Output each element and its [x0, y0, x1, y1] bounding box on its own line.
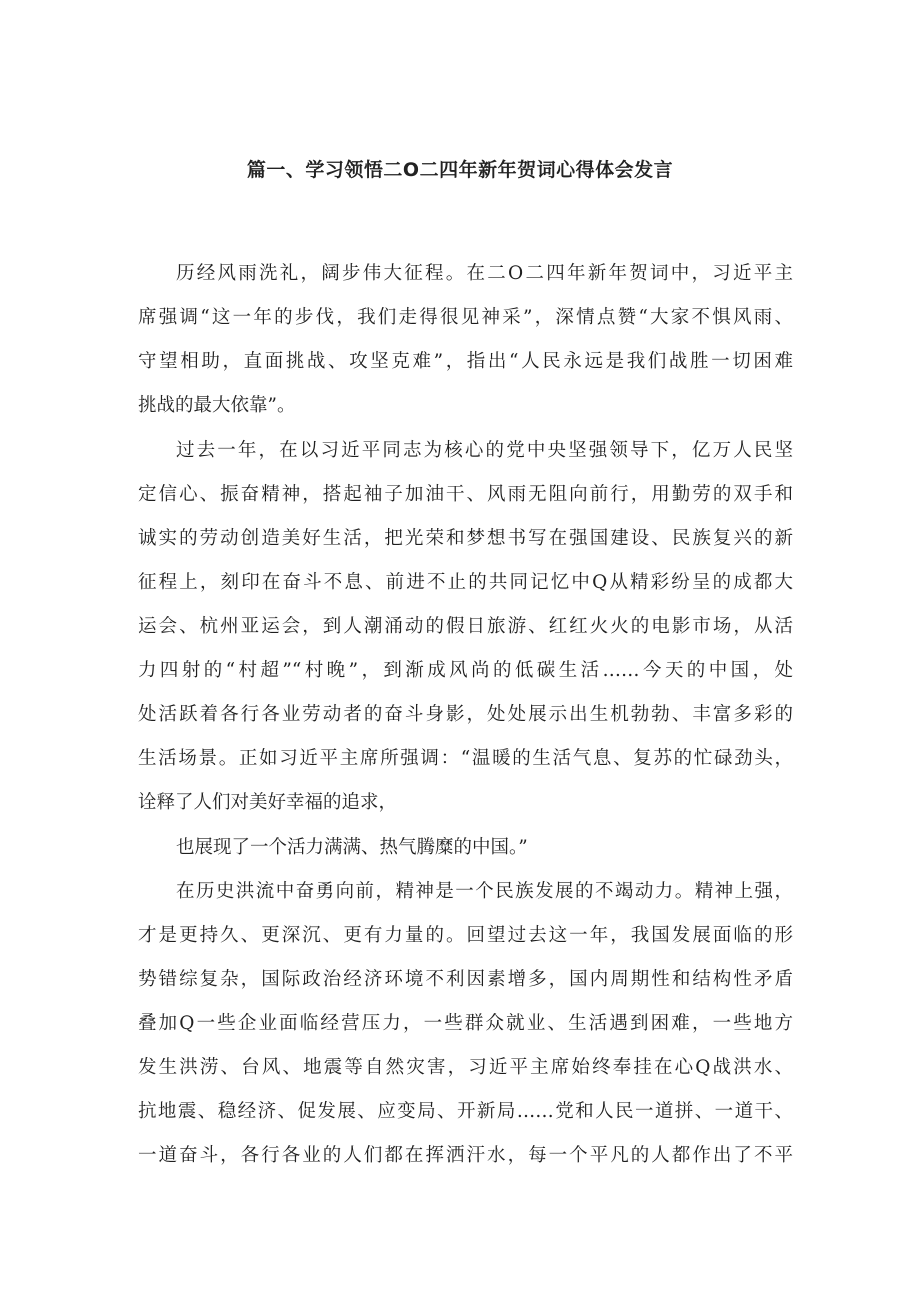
body-line: 在历史洪流中奋勇向前，精神是一个民族发展的不竭动力。精神上强，: [176, 881, 793, 902]
body-line: 也展现了一个活力满满、热气腾糜的中国。”: [176, 837, 528, 858]
document-title: 篇一、学习领悟二O二四年新年贺词心得体会发言: [246, 159, 674, 181]
body-line: 叠加Q一些企业面临经营压力，一些群众就业、生活遇到困难，一些地方: [138, 1013, 793, 1034]
body-line: 抗地震、稳经济、促发展、应变局、开新局……党和人民一道拼、一道干、: [138, 1101, 793, 1122]
body-line: 才是更持久、更深沉、更有力量的。回望过去这一年，我国发展面临的形: [138, 925, 793, 946]
body-line: 席强调“这一年的步伐，我们走得很见神采”，深情点赞“大家不惧风雨、: [138, 307, 793, 328]
body-line: 发生洪涝、台风、地震等自然灾害，习近平主席始终奉挂在心Q战洪水、: [138, 1057, 793, 1078]
body-line: 势错综复杂，国际政治经济环境不利因素增多，国内周期性和结构性矛盾: [138, 969, 793, 990]
body-line: 诠释了人们对美好幸福的追求，: [138, 792, 398, 813]
body-line: 定信心、振奋精神，搭起袖子加油干、风雨无阻向前行，用勤劳的双手和: [138, 484, 793, 505]
body-line: 诚实的劳动创造美好生活，把光荣和梦想书写在强国建设、民族复兴的新: [138, 528, 793, 549]
body-line: 处活跃着各行各业劳动者的奋斗身影，处处展示出生机勃勃、丰富多彩的: [138, 704, 793, 725]
body-line: 过去一年，在以习近平同志为核心的党中央坚强领导下，亿万人民坚: [176, 440, 793, 461]
body-line: 一道奋斗，各行各业的人们都在挥洒汗水，每一个平凡的人都作出了不平: [138, 1145, 793, 1166]
body-line: 挑战的最大依靠”。: [138, 395, 296, 416]
body-line: 守望相助，直面挑战、攻坚克难”，指出“人民永远是我们战胜一切困难: [138, 351, 793, 372]
body-line: 征程上，刻印在奋斗不息、前进不止的共同记忆中Q从精彩纷呈的成都大: [138, 572, 793, 593]
body-line: 运会、杭州亚运会，到人潮涌动的假日旅游、红红火火的电影市场，从活: [138, 616, 793, 637]
body-line: 生活场景。正如习近平主席所强调：“温暖的生活气息、复苏的忙碌劲头，: [138, 748, 793, 769]
body-line: 历经风雨洗礼，阔步伟大征程。在二O二四年新年贺词中，习近平主: [176, 263, 793, 284]
body-line: 力四射的“村超”“村晚”，到渐成风尚的低碳生活……今天的中国，处: [138, 660, 793, 681]
